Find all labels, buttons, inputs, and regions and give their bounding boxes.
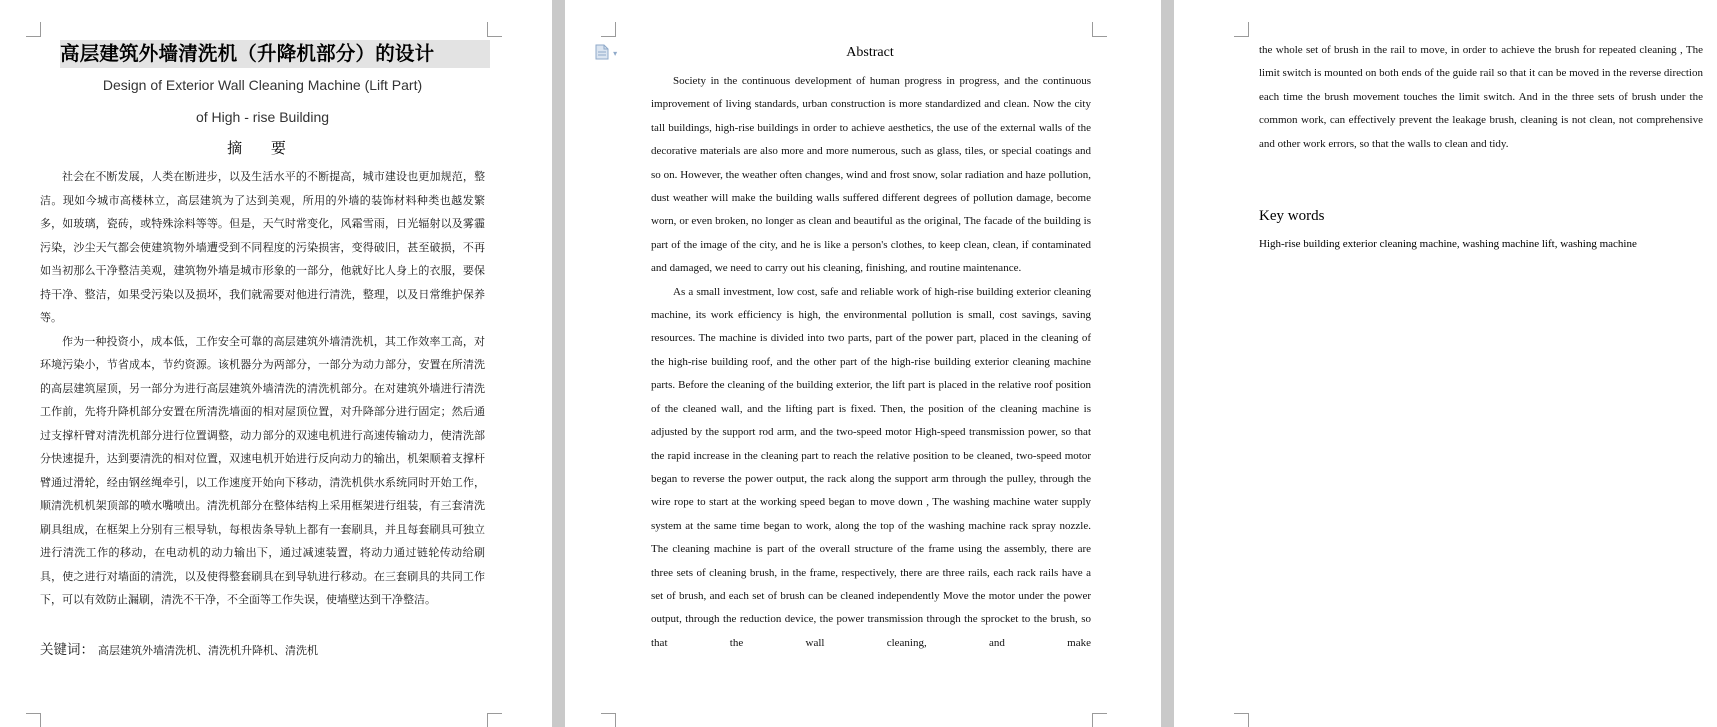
keywords-value[interactable]: 高层建筑外墙清洗机、清洗机升降机、清洗机 [98,644,318,657]
document-page-1 [0,0,552,727]
abstract-heading-cn[interactable]: 摘 要 [227,139,298,157]
chinese-title[interactable]: 高层建筑外墙清洗机（升降机部分）的设计 [60,40,490,68]
crop-mark [1234,22,1249,37]
paragraph[interactable]: Society in the continuous development of human progress in progress, and the continuous improvement of living standards, urban construction is more standardized and clean. Now the city tall buildings, high-rise buildings in order to achieve aesthetics, the use of the external walls of the decorative materials are also more and more numerous, such as glass, tiles, or special coatings and so on. However, the weather often changes, wind and frost snow, solar radiation and haze pollution, dust weather will make the building walls suffered different degrees of pollution damage, become worn, or even broken, no longer as clean and beautiful as the original, The facade of the building is part of the image of the city, and he is like a person's clothes, to keep clean, clean, if contaminated and damaged, we need to carry out his cleaning, finishing, and routine maintenance. [651,75,1091,275]
keywords-cn[interactable] [40,638,500,658]
crop-mark [601,22,616,37]
document-icon[interactable] [595,44,617,64]
crop-mark [1092,22,1107,37]
crop-mark [487,22,502,37]
keywords-heading-en[interactable]: Key words [1259,208,1325,224]
crop-mark [26,22,41,37]
abstract-body-en[interactable] [651,70,1091,655]
crop-mark [1092,713,1107,727]
crop-mark [487,713,502,727]
paragraph[interactable]: As a small investment, low cost, safe and reliable work of high-rise building exterior cleaning machine, its work efficiency is high, the environmental pollution is small, cost savings, saving resources. The machine is divided into two parts, part of the power part, placed in the cleaning of the high-rise building roof, and the other part of the high-rise building exterior cleaning machine parts. Before the cleaning of the building exterior, the lift part is placed in the relative roof position of the cleaned wall, and the lifting part is fixed. Then, the position of the cleaning machine is adjusted by the support rod arm, and the two-speed motor High-speed transmission power, so that the rapid increase in the cleaning part to reach the relative position to be cleaned, two-speed motor began to reverse the power output, the rack along the support arm through the pulley, through the wire rope to start at the working speed began to move down , The washing machine water supply system at the same time began to work, along the top of the washing machine rack spray nozzle. The cleaning machine is part of the overall structure of the frame using the assembly, there are three sets of cleaning brush, in the frame, respectively, there are three rails, each rack rails have a set of brush, and each set of brush can be cleaned independently Move the motor under the power output, through the reduction device, the power transmission through the sprocket to the brush, so that the wall cleaning, and make [651,285,1091,649]
abstract-heading-en[interactable]: Abstract [846,45,894,60]
paragraph[interactable]: 社会在不断发展，人类在断进步，以及生活水平的不断提高，城市建设也更加规范，整洁。现如今城市高楼林立，高层建筑为了达到美观，所用的外墙的装饰材料种类也越发繁多，如玻璃，瓷砖，或特殊涂料等等。但是，天气时常变化，风霜雪雨，日光辐射以及雾霾污染，沙尘天气都会使建筑物外墙遭受到不同程度的污染损害，变得破旧，甚至破损，不再如当初那么干净整洁美观，建筑物外墙是城市形象的一部分，他就好比人身上的衣服，要保持干净、整洁，如果受污染以及损坏，我们就需要对他进行清洗，整理，以及日常维护保养等。 [40,170,485,324]
abstract-body-cn[interactable] [40,165,485,612]
document-page-2 [565,0,1161,727]
crop-mark [1234,713,1249,727]
crop-mark [26,713,41,727]
crop-mark [601,713,616,727]
english-title-line-1[interactable]: Design of Exterior Wall Cleaning Machine (Lift Part) [102,77,423,93]
paragraph[interactable]: the whole set of brush in the rail to move, in order to achieve the brush for repeated cleaning , The limit switch is mounted on both ends of the guide rail so that it can be moved in the reverse direction each time the brush movement touches the limit switch. And in the three sets of brush under the common work, can effectively prevent the leakage brush, cleaning is not clean, not comprehensive and other work errors, so that the walls to clean and tidy. [1259,44,1703,150]
english-title-line-2[interactable]: of High - rise Building [195,109,330,125]
keywords-label: 关键词： [40,642,94,658]
abstract-body-en-continued[interactable] [1259,39,1703,156]
document-icon-glyph [595,44,609,60]
chevron-down-icon: ▾ [613,49,618,58]
document-page-3 [1174,0,1717,727]
keywords-en[interactable]: High-rise building exterior cleaning machine, washing machine lift, washing machine [1259,238,1637,250]
paragraph[interactable]: 作为一种投资小，成本低，工作安全可靠的高层建筑外墙清洗机，其工作效率工高，对环境污染小，节省成本，节约资源。该机器分为两部分，一部分为动力部分，安置在所清洗的高层建筑屋顶，另一部分为进行高层建筑外墙清洗的清洗机部分。在对建筑外墙进行清洗工作前，先将升降机部分安置在所清洗墙面的相对屋顶位置，对升降部分进行固定；然后通过支撑杆臂对清洗机部分进行位置调整，动力部分的双速电机进行高速传输动力，使清洗部分快速提升，达到要清洗的相对位置，双速电机开始进行反向动力的输出，机架顺着支撑杆臂通过滑轮，经由钢丝绳牵引，以工作速度开始向下移动，清洗机供水系统同时开始工作，顺清洗机机架顶部的喷水嘴喷出。清洗机部分在整体结构上采用框架进行组装，有三套清洗刷具组成，在框架上分别有三根导轨，每根齿条导轨上都有一套刷具，并且每套刷具可独立进行清洗工作的移动，在电动机的动力输出下，通过减速装置，将动力通过链轮传动给刷具，使之进行对墙面的清洗，以及使得整套刷具在到导轨进行移动。在三套刷具的共同工作下，可以有效防止漏刷，清洗不干净，不全面等工作失误，使墙壁达到干净整洁。 [40,334,485,606]
